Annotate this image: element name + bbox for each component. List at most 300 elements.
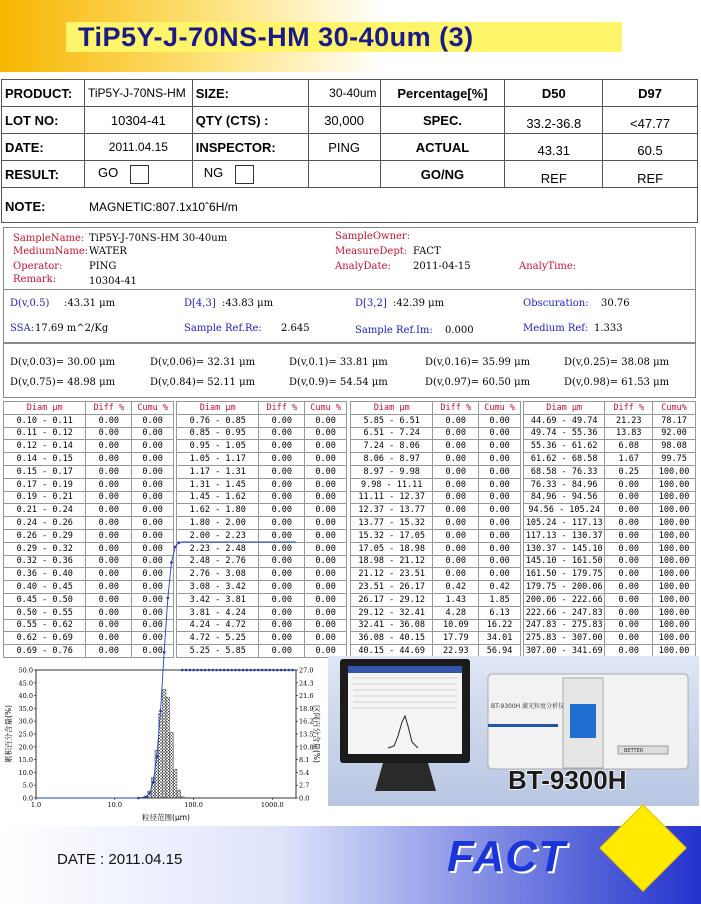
obs-value: 30.76 bbox=[601, 298, 630, 309]
sample-owner-label: SampleOwner: bbox=[335, 231, 411, 242]
percentile-panel bbox=[3, 343, 696, 398]
anatime-label: AnalyTime: bbox=[519, 261, 577, 272]
table-cell: 4.28 bbox=[433, 606, 479, 619]
table-cell: 0.00 bbox=[433, 504, 479, 517]
table-cell: 0.00 bbox=[433, 568, 479, 581]
table-cell: 13.83 bbox=[605, 427, 653, 440]
table-cell: 0.00 bbox=[259, 491, 305, 504]
table-cell: 0.00 bbox=[479, 555, 521, 568]
cumulative-point bbox=[148, 792, 151, 795]
ng-label: NG bbox=[203, 165, 224, 181]
refre-label: Sample Ref.Re: bbox=[184, 323, 262, 334]
table-cell: 100.00 bbox=[653, 593, 696, 606]
table-cell: 1.05 - 1.17 bbox=[177, 453, 259, 466]
table-row bbox=[524, 632, 696, 645]
cumulative-point bbox=[234, 669, 237, 672]
table-cell: 0.00 bbox=[433, 517, 479, 530]
table-cell: 0.00 bbox=[305, 478, 347, 491]
operator-label: Operator: bbox=[13, 261, 63, 272]
cumulative-point bbox=[268, 669, 271, 672]
table-cell: 0.00 bbox=[305, 606, 347, 619]
y-tick-label: 30.0 bbox=[18, 717, 33, 726]
ref-d97: REF bbox=[603, 161, 698, 188]
go-option bbox=[84, 161, 192, 188]
ssa-value: 17.69 m^2/Kg bbox=[35, 323, 109, 334]
table-row bbox=[524, 453, 696, 466]
table-row bbox=[4, 465, 174, 478]
table-row bbox=[177, 491, 347, 504]
table-row bbox=[351, 555, 521, 568]
cumulative-point bbox=[167, 597, 170, 600]
table-cell: 1.67 bbox=[605, 453, 653, 466]
table-cell: 0.00 bbox=[259, 465, 305, 478]
table-row bbox=[524, 555, 696, 568]
y2-tick-label: 18.9 bbox=[299, 704, 314, 713]
cumulative-point bbox=[280, 669, 283, 672]
table-cell: 17.05 - 18.98 bbox=[351, 542, 433, 555]
table-cell: 0.00 bbox=[259, 581, 305, 594]
cumulative-point bbox=[185, 669, 188, 672]
table-cell: 0.00 bbox=[433, 529, 479, 542]
table-cell: 0.00 bbox=[605, 568, 653, 581]
d97-label: D97 bbox=[603, 80, 698, 107]
analysis-report bbox=[3, 227, 696, 657]
table-cell: 0.10 - 0.11 bbox=[4, 414, 86, 427]
sample-name: TiP5Y-J-70NS-HM 30-40um bbox=[89, 233, 228, 244]
table-cell: 0.00 bbox=[305, 453, 347, 466]
y-tick-label: 0.0 bbox=[22, 794, 33, 803]
table-cell: 100.00 bbox=[653, 465, 696, 478]
table-row bbox=[351, 606, 521, 619]
cumulative-point bbox=[152, 781, 155, 784]
table-cell: 1.17 - 1.31 bbox=[177, 465, 259, 478]
table-cell: 0.00 bbox=[479, 478, 521, 491]
diff-bar bbox=[181, 797, 185, 798]
table-cell: 0.00 bbox=[305, 517, 347, 530]
table-row bbox=[351, 619, 521, 632]
table-cell: 100.00 bbox=[653, 606, 696, 619]
footer-date: DATE : 2011.04.15 bbox=[57, 851, 183, 868]
cumulative-point bbox=[174, 546, 177, 549]
table-cell: 92.00 bbox=[653, 427, 696, 440]
table-cell: 55.36 - 61.62 bbox=[524, 440, 605, 453]
table-cell: 0.00 bbox=[132, 504, 174, 517]
table-cell: 0.00 bbox=[605, 581, 653, 594]
table-cell: 0.00 bbox=[86, 542, 132, 555]
table-cell: 0.00 bbox=[86, 555, 132, 568]
x-tick-label: 100.0 bbox=[184, 801, 203, 809]
table-cell: 3.08 - 3.42 bbox=[177, 581, 259, 594]
table-cell: 179.75 - 200.06 bbox=[524, 581, 605, 594]
go-checkbox[interactable] bbox=[130, 165, 149, 184]
cumulative-point bbox=[261, 669, 264, 672]
table-cell: 0.00 bbox=[605, 632, 653, 645]
percentile-9: D(v,0.98)= 61.53 μm bbox=[564, 377, 670, 388]
table-row bbox=[524, 593, 696, 606]
d32-label: D[3,2] bbox=[355, 298, 387, 309]
table-cell: 145.10 - 161.50 bbox=[524, 555, 605, 568]
table-cell: 0.00 bbox=[259, 529, 305, 542]
table-cell: 0.00 bbox=[479, 465, 521, 478]
cumulative-point bbox=[284, 669, 287, 672]
cumulative-point bbox=[170, 561, 173, 564]
table-cell: 0.45 - 0.50 bbox=[4, 593, 86, 606]
table-cell: 0.00 bbox=[259, 427, 305, 440]
table-cell: 0.29 - 0.32 bbox=[4, 542, 86, 555]
table-row bbox=[4, 555, 174, 568]
table-row bbox=[524, 491, 696, 504]
table-cell: 8.97 - 9.98 bbox=[351, 465, 433, 478]
table-row bbox=[351, 542, 521, 555]
actual-d97: 60.5 bbox=[603, 134, 698, 161]
table-cell: 11.11 - 12.37 bbox=[351, 491, 433, 504]
table-row bbox=[4, 581, 174, 594]
table-cell: 0.00 bbox=[132, 619, 174, 632]
table-cell: 0.00 bbox=[132, 581, 174, 594]
y2-tick-label: 16.2 bbox=[299, 717, 314, 726]
table-cell: 0.00 bbox=[86, 593, 132, 606]
table-header: Diff % bbox=[605, 402, 653, 415]
table-row bbox=[524, 568, 696, 581]
table-cell: 18.98 - 21.12 bbox=[351, 555, 433, 568]
table-cell: 0.85 - 0.95 bbox=[177, 427, 259, 440]
table-row bbox=[351, 517, 521, 530]
table-cell: 3.42 - 3.81 bbox=[177, 593, 259, 606]
table-cell: 0.00 bbox=[86, 529, 132, 542]
table-cell: 0.00 bbox=[605, 555, 653, 568]
table-cell: 0.00 bbox=[259, 517, 305, 530]
table-cell: 0.00 bbox=[305, 542, 347, 555]
table-cell: 0.00 bbox=[86, 632, 132, 645]
distribution-tables bbox=[3, 401, 696, 657]
table-cell: 2.76 - 3.08 bbox=[177, 568, 259, 581]
table-row bbox=[524, 606, 696, 619]
table-cell: 0.00 bbox=[259, 619, 305, 632]
table-cell: 222.66 - 247.83 bbox=[524, 606, 605, 619]
table-cell: 0.62 - 0.69 bbox=[4, 632, 86, 645]
table-cell: 4.72 - 5.25 bbox=[177, 632, 259, 645]
table-row bbox=[177, 517, 347, 530]
table-cell: 0.42 bbox=[433, 581, 479, 594]
table-cell: 0.00 bbox=[305, 555, 347, 568]
model-label: BT-9300H bbox=[508, 765, 627, 795]
table-row bbox=[524, 465, 696, 478]
d43-label: D[4,3] bbox=[184, 298, 216, 309]
product-label: PRODUCT: bbox=[2, 80, 85, 107]
table-row bbox=[351, 478, 521, 491]
table-cell: 0.00 bbox=[86, 478, 132, 491]
result-label: RESULT: bbox=[2, 161, 85, 188]
table-cell: 0.00 bbox=[433, 427, 479, 440]
table-row bbox=[177, 619, 347, 632]
table-cell: 0.00 bbox=[605, 645, 653, 658]
table-row bbox=[351, 427, 521, 440]
table-cell: 98.08 bbox=[653, 440, 696, 453]
table-cell: 0.00 bbox=[132, 632, 174, 645]
cumulative-point bbox=[253, 669, 256, 672]
table-cell: 94.56 - 105.24 bbox=[524, 504, 605, 517]
table-row bbox=[177, 606, 347, 619]
table-cell: 0.12 - 0.14 bbox=[4, 440, 86, 453]
y-tick-label: 10.0 bbox=[18, 768, 33, 777]
cumulative-point bbox=[156, 755, 159, 758]
table-row bbox=[177, 593, 347, 606]
table-cell: 0.00 bbox=[132, 593, 174, 606]
table-row bbox=[351, 414, 521, 427]
table-cell: 0.00 bbox=[305, 632, 347, 645]
table-row bbox=[4, 440, 174, 453]
y-tick-label: 50.0 bbox=[18, 666, 33, 675]
table-row bbox=[351, 529, 521, 542]
table-cell: 0.00 bbox=[605, 529, 653, 542]
table-row bbox=[524, 478, 696, 491]
table-cell: 6.08 bbox=[605, 440, 653, 453]
table-cell: 23.51 - 26.17 bbox=[351, 581, 433, 594]
date-label: DATE: bbox=[2, 134, 85, 161]
table-cell: 49.74 - 55.36 bbox=[524, 427, 605, 440]
table-cell: 78.17 bbox=[653, 414, 696, 427]
monitor-stand bbox=[375, 763, 436, 791]
dept-value: FACT bbox=[413, 246, 441, 257]
table-cell: 0.00 bbox=[305, 440, 347, 453]
header-table bbox=[1, 79, 698, 188]
table-cell: 105.24 - 117.13 bbox=[524, 517, 605, 530]
ng-option bbox=[192, 161, 308, 188]
table-cell: 1.31 - 1.45 bbox=[177, 478, 259, 491]
table-cell: 29.12 - 32.41 bbox=[351, 606, 433, 619]
y-axis-label: 累积百分含量(%) bbox=[4, 705, 13, 763]
percentile-8: D(v,0.97)= 60.50 μm bbox=[425, 377, 531, 388]
table-header: Cumu % bbox=[305, 402, 347, 415]
brand-label: BETTER bbox=[624, 748, 644, 754]
table-cell: 0.36 - 0.40 bbox=[4, 568, 86, 581]
table-cell: 22.93 bbox=[433, 645, 479, 658]
table-cell: 0.00 bbox=[86, 568, 132, 581]
table-row bbox=[4, 504, 174, 517]
table-header: Diam μm bbox=[524, 402, 605, 415]
table-cell: 0.00 bbox=[259, 606, 305, 619]
table-cell: 0.00 bbox=[479, 542, 521, 555]
ssa-label: SSA: bbox=[10, 323, 35, 334]
table-cell: 0.00 bbox=[305, 504, 347, 517]
table-cell: 0.19 - 0.21 bbox=[4, 491, 86, 504]
percentile-0: D(v,0.03)= 30.00 μm bbox=[10, 357, 116, 368]
table-cell: 5.25 - 5.85 bbox=[177, 645, 259, 658]
table-cell: 0.00 bbox=[305, 529, 347, 542]
table-cell: 0.00 bbox=[605, 619, 653, 632]
x-tick-label: 1.0 bbox=[30, 801, 42, 809]
table-cell: 1.43 bbox=[433, 593, 479, 606]
table-header: Diam μm bbox=[177, 402, 259, 415]
table-cell: 34.01 bbox=[479, 632, 521, 645]
percentile-2: D(v,0.1)= 33.81 μm bbox=[289, 357, 388, 368]
diff-bar bbox=[173, 769, 177, 798]
size-value: 30-40um bbox=[308, 80, 380, 107]
table-cell: 0.00 bbox=[305, 414, 347, 427]
table-cell: 0.00 bbox=[479, 427, 521, 440]
table-cell: 56.94 bbox=[479, 645, 521, 658]
table-cell: 275.83 - 307.00 bbox=[524, 632, 605, 645]
table-cell: 0.00 bbox=[479, 529, 521, 542]
table-cell: 0.00 bbox=[86, 491, 132, 504]
table-cell: 0.00 bbox=[305, 568, 347, 581]
table-cell: 99.75 bbox=[653, 453, 696, 466]
ng-checkbox[interactable] bbox=[235, 165, 254, 184]
sample-info-panel bbox=[3, 227, 696, 290]
table-cell: 100.00 bbox=[653, 568, 696, 581]
table-cell: 26.17 - 29.12 bbox=[351, 593, 433, 606]
gong-label: GO/NG bbox=[380, 161, 505, 188]
spec-d97: <47.77 bbox=[603, 107, 698, 134]
table-cell: 0.00 bbox=[479, 517, 521, 530]
table-cell: 0.00 bbox=[132, 568, 174, 581]
y2-tick-label: 13.5 bbox=[299, 730, 314, 739]
inspector-value: PING bbox=[308, 134, 380, 161]
table-cell: 61.62 - 68.58 bbox=[524, 453, 605, 466]
sample-name-label: SampleName: bbox=[13, 233, 85, 244]
table-cell: 0.69 - 0.76 bbox=[4, 645, 86, 658]
table-cell: 0.00 bbox=[305, 619, 347, 632]
medium-label: MediumName: bbox=[13, 246, 89, 257]
table-cell: 0.00 bbox=[479, 453, 521, 466]
table-cell: 0.00 bbox=[132, 645, 174, 658]
table-cell: 100.00 bbox=[653, 504, 696, 517]
y-tick-label: 40.0 bbox=[18, 692, 33, 701]
diff-bar bbox=[177, 790, 181, 798]
table-cell: 0.00 bbox=[305, 593, 347, 606]
y2-tick-label: 0.0 bbox=[299, 794, 310, 803]
table-cell: 0.00 bbox=[132, 517, 174, 530]
table-row bbox=[524, 581, 696, 594]
table-cell: 0.00 bbox=[259, 593, 305, 606]
table-cell: 1.80 - 2.00 bbox=[177, 517, 259, 530]
table-cell: 0.00 bbox=[433, 555, 479, 568]
table-cell: 0.00 bbox=[86, 453, 132, 466]
table-cell: 1.62 - 1.80 bbox=[177, 504, 259, 517]
table-row bbox=[177, 645, 347, 658]
table-row bbox=[4, 645, 174, 658]
table-cell: 0.00 bbox=[86, 581, 132, 594]
table-cell: 84.96 - 94.56 bbox=[524, 491, 605, 504]
table-header: Cumu % bbox=[479, 402, 521, 415]
table-row bbox=[351, 593, 521, 606]
table-cell: 0.50 - 0.55 bbox=[4, 606, 86, 619]
table-cell: 21.23 bbox=[605, 414, 653, 427]
table-cell: 0.00 bbox=[433, 453, 479, 466]
cumulative-point bbox=[189, 669, 192, 672]
distribution-table-1 bbox=[3, 401, 174, 658]
cumulative-point bbox=[246, 669, 249, 672]
medref-label: Medium Ref: bbox=[523, 323, 589, 334]
y-tick-label: 20.0 bbox=[18, 743, 33, 752]
table-row bbox=[351, 632, 521, 645]
y2-tick-label: 8.1 bbox=[299, 756, 310, 765]
table-cell: 0.00 bbox=[86, 414, 132, 427]
table-row bbox=[177, 465, 347, 478]
cumulative-point bbox=[192, 669, 195, 672]
anadate-label: AnalyDate: bbox=[335, 261, 391, 272]
table-cell: 0.15 - 0.17 bbox=[4, 465, 86, 478]
table-row bbox=[4, 453, 174, 466]
table-cell: 0.00 bbox=[605, 542, 653, 555]
y2-tick-label: 24.3 bbox=[299, 679, 314, 688]
table-row bbox=[177, 504, 347, 517]
percentile-6: D(v,0.84)= 52.11 μm bbox=[150, 377, 256, 388]
table-row bbox=[4, 517, 174, 530]
dv05-value: :43.31 μm bbox=[64, 298, 116, 309]
table-row bbox=[524, 542, 696, 555]
percentage-label: Percentage[%] bbox=[380, 80, 505, 107]
lot-value: 10304-41 bbox=[84, 107, 192, 134]
table-cell: 15.32 - 17.05 bbox=[351, 529, 433, 542]
table-cell: 100.00 bbox=[653, 619, 696, 632]
table-cell: 0.00 bbox=[479, 414, 521, 427]
table-cell: 21.12 - 23.51 bbox=[351, 568, 433, 581]
diff-bar bbox=[162, 689, 166, 798]
cumulative-point bbox=[219, 669, 222, 672]
table-header: Diam μm bbox=[351, 402, 433, 415]
table-cell: 0.26 - 0.29 bbox=[4, 529, 86, 542]
table-cell: 0.00 bbox=[305, 427, 347, 440]
table-cell: 1.85 bbox=[479, 593, 521, 606]
table-row bbox=[4, 478, 174, 491]
cumulative-point bbox=[196, 669, 199, 672]
fact-logo: FACT bbox=[447, 832, 566, 881]
y-tick-label: 5.0 bbox=[22, 781, 33, 790]
table-cell: 0.00 bbox=[86, 440, 132, 453]
table-cell: 5.85 - 6.51 bbox=[351, 414, 433, 427]
distribution-table-2 bbox=[176, 401, 347, 658]
analyzer-window bbox=[570, 704, 596, 738]
obs-label: Obscuration: bbox=[523, 298, 589, 309]
table-cell: 0.00 bbox=[433, 440, 479, 453]
table-cell: 6.51 - 7.24 bbox=[351, 427, 433, 440]
percentile-3: D(v,0.16)= 35.99 μm bbox=[425, 357, 531, 368]
cumulative-point bbox=[257, 669, 260, 672]
table-row bbox=[524, 517, 696, 530]
table-cell: 16.22 bbox=[479, 619, 521, 632]
instrument-photo bbox=[328, 656, 699, 806]
note-value: MAGNETIC:807.1x10ˆ6H/m bbox=[89, 200, 238, 214]
table-cell: 200.06 - 222.66 bbox=[524, 593, 605, 606]
table-cell: 0.00 bbox=[605, 606, 653, 619]
spec-d50: 33.2-36.8 bbox=[505, 107, 603, 134]
table-header: Diff % bbox=[86, 402, 132, 415]
diff-bar bbox=[166, 697, 170, 798]
table-cell: 0.00 bbox=[259, 504, 305, 517]
table-header: Diff % bbox=[433, 402, 479, 415]
table-cell: 0.00 bbox=[259, 568, 305, 581]
y-tick-label: 25.0 bbox=[18, 730, 33, 739]
page-title: TiP5Y-J-70NS-HM 30-40um (3) bbox=[66, 22, 622, 52]
table-row bbox=[177, 632, 347, 645]
y2-tick-label: 10.8 bbox=[299, 743, 314, 752]
actual-label: ACTUAL bbox=[380, 134, 505, 161]
table-cell: 0.24 - 0.26 bbox=[4, 517, 86, 530]
table-cell: 0.00 bbox=[305, 645, 347, 658]
table-row bbox=[177, 542, 347, 555]
refim-value: 0.000 bbox=[445, 325, 474, 336]
table-cell: 0.00 bbox=[132, 440, 174, 453]
table-cell: 0.40 - 0.45 bbox=[4, 581, 86, 594]
table-row bbox=[4, 529, 174, 542]
table-cell: 100.00 bbox=[653, 632, 696, 645]
cumulative-point bbox=[227, 669, 230, 672]
remark-value: 10304-41 bbox=[89, 276, 137, 287]
cumulative-point bbox=[137, 797, 140, 800]
dept-label: MeasureDept: bbox=[335, 246, 408, 257]
percentile-4: D(v,0.25)= 38.08 μm bbox=[564, 357, 670, 368]
